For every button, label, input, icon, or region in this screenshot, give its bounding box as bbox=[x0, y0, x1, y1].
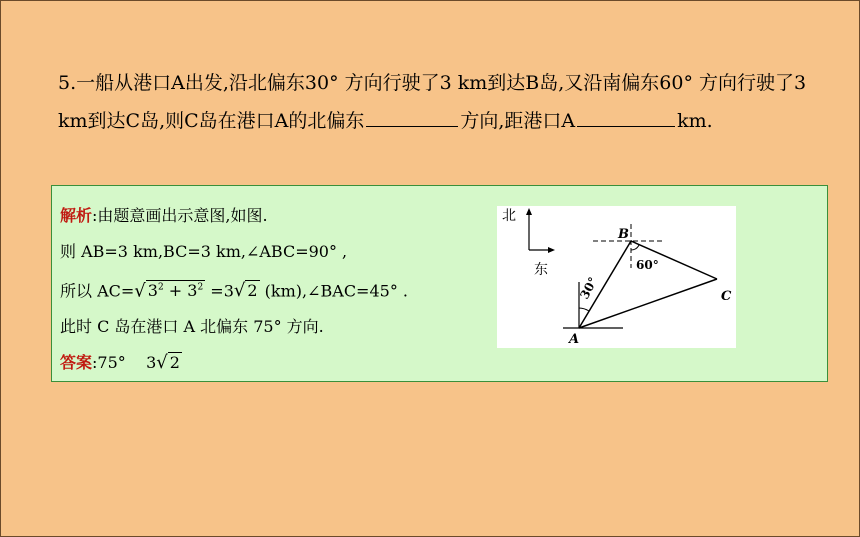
question-part1: 5.一船从港口A出发,沿北偏东30° 方向行驶了3 km到达B岛,又沿南偏东60° 方向行驶了3 km到达C岛,则C岛在港口A的北偏东 bbox=[58, 72, 807, 132]
sqrt-two: √ 2 bbox=[233, 280, 258, 302]
angle-arc-a bbox=[579, 308, 589, 311]
point-a-label: A bbox=[569, 332, 580, 347]
answer-sqrt-two: √ 2 bbox=[156, 352, 180, 374]
north-arrow-icon bbox=[526, 208, 532, 215]
solution-line-2: 则 AB=3 km,BC=3 km,∠ABC=90° , bbox=[60, 242, 348, 261]
solution-line-4: 此时 C 岛在港口 A 北偏东 75° 方向. bbox=[60, 317, 324, 337]
sqrt-expression: √ $3^2 + 3^2$ bbox=[134, 280, 204, 302]
point-b-label: B bbox=[618, 227, 629, 242]
answer-label: 答案 bbox=[60, 353, 93, 373]
answer-line: 答案:75° 3√ 2 bbox=[60, 345, 490, 381]
solution-line-3: 所以 AC=√ $3^2 + 3^2 =3√$ 2 (km),∠BAC=45° . bbox=[60, 270, 490, 309]
direction-diagram bbox=[497, 206, 736, 348]
segment-ac bbox=[579, 279, 717, 328]
answer-blank-direction[interactable] bbox=[366, 104, 458, 127]
north-label: 北 bbox=[502, 208, 516, 224]
angle-30-label: 30° bbox=[577, 274, 601, 302]
angle-arc-b bbox=[631, 245, 639, 250]
solution-line-1: 解析:由题意画出示意图,如图. bbox=[60, 206, 268, 225]
analysis-label: 解析 bbox=[60, 206, 93, 225]
answer-blank-distance[interactable] bbox=[577, 104, 675, 127]
east-label: 东 bbox=[534, 262, 548, 278]
solution-lines bbox=[60, 198, 490, 381]
east-arrow-icon bbox=[548, 247, 555, 253]
question-text bbox=[58, 64, 828, 140]
solution-box bbox=[51, 185, 828, 382]
question-part2: 方向,距港口A bbox=[460, 110, 576, 132]
point-c-label: C bbox=[721, 289, 732, 304]
question-part3: km. bbox=[677, 110, 713, 132]
angle-60-label: 60° bbox=[636, 258, 659, 272]
